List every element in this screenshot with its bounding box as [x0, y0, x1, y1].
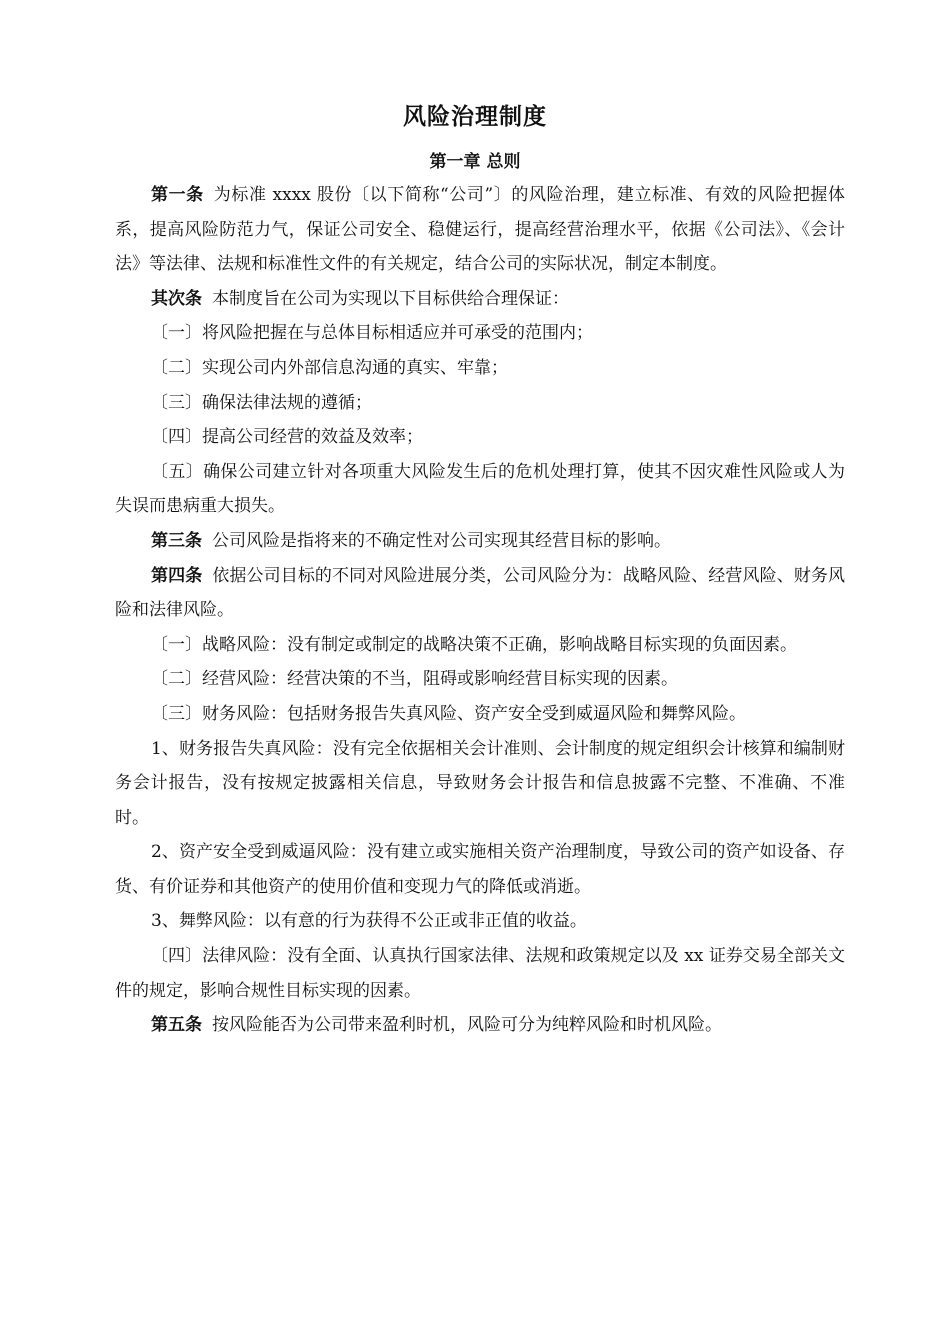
list-item-paragraph	[115, 455, 845, 524]
article-5-paragraph	[115, 1008, 845, 1043]
article-4-paragraph	[115, 559, 845, 628]
chapter-heading: 第一章 总则	[429, 152, 521, 172]
paragraph-text: 〔二〕经营风险：经营决策的不当，阻碍或影响经营目标实现的因素。	[151, 669, 678, 690]
list-item-paragraph	[115, 628, 845, 663]
article-3-paragraph	[115, 524, 845, 559]
article-1-paragraph	[115, 178, 845, 282]
list-item-paragraph	[115, 351, 845, 386]
paragraph-text: 1、财务报告失真风险：没有完全依据相关会计准则、会计制度的规定组织会计核算和编制财务会计报告，没有按规定披露相关信息，导致财务会计报告和信息披露不完整、不准确、不准时。	[115, 738, 845, 828]
list-item-paragraph	[115, 939, 845, 1008]
document-body	[115, 178, 845, 1043]
article-label: 第一条	[151, 185, 204, 205]
paragraph-text: 〔二〕实现公司内外部信息沟通的真实、牢靠；	[151, 357, 508, 378]
list-item-paragraph	[115, 420, 845, 455]
article-label: 第四条	[151, 565, 203, 586]
paragraph-text: 公司风险是指将来的不确定性对公司实现其经营目标的影响。	[212, 530, 671, 551]
list-item-paragraph	[115, 697, 845, 732]
paragraph-text: 〔四〕法律风险：没有全面、认真执行国家法律、法规和政策规定以及 xx 证券交易全部关文件的规定，影响合规性目标实现的因素。	[115, 946, 845, 1001]
paragraph-text: 〔四〕提高公司经营的效益及效率；	[151, 427, 423, 448]
paragraph-text: 〔一〕战略风险：没有制定或制定的战略决策不正确，影响战略目标实现的负面因素。	[151, 634, 797, 655]
paragraph-text: 为标准 xxxx 股份〔以下简称“公司”〕的风险治理，建立标准、有效的风险把握体系，提高风险防范力气，保证公司安全、稳健运行，提高经营治理水平，依据《公司法》、《会计法》等法律、法规和标准性文件的有关规定，结合公司的实际状况，制定本制度。	[115, 185, 845, 275]
paragraph-text: 2、资产安全受到威逼风险：没有建立或实施相关资产治理制度，导致公司的资产如设备、存货、有价证券和其他资产的使用价值和变现力气的降低或消逝。	[115, 842, 845, 897]
list-item-paragraph	[115, 316, 845, 351]
sub-item-paragraph	[115, 904, 845, 939]
sub-item-paragraph	[115, 732, 845, 836]
document-title: 风险治理制度	[403, 104, 547, 130]
paragraph-text: 3、舞弊风险：以有意的行为获得不公正或非正值的收益。	[151, 911, 587, 932]
paragraph-text: 〔三〕财务风险：包括财务报告失真风险、资产安全受到威逼风险和舞弊风险。	[151, 703, 746, 724]
paragraph-text: 按风险能否为公司带来盈利时机，风险可分为纯粹风险和时机风险。	[212, 1015, 722, 1036]
sub-item-paragraph	[115, 835, 845, 904]
paragraph-text: 〔五〕确保公司建立针对各项重大风险发生后的危机处理打算，使其不因灾难性风险或人为失误而患病重大损失。	[115, 461, 845, 517]
list-item-paragraph	[115, 662, 845, 697]
list-item-paragraph	[115, 386, 845, 421]
paragraph-text: 〔一〕将风险把握在与总体目标相适应并可承受的范围内；	[151, 323, 593, 344]
article-2-paragraph	[115, 282, 845, 317]
article-label: 第三条	[151, 530, 202, 551]
article-label: 第五条	[151, 1015, 202, 1036]
article-label: 其次条	[151, 288, 202, 309]
paragraph-text: 〔三〕确保法律法规的遵循；	[151, 392, 372, 413]
paragraph-text: 依据公司目标的不同对风险进展分类，公司风险分为：战略风险、经营风险、财务风险和法律风险。	[115, 565, 846, 621]
paragraph-text: 本制度旨在公司为实现以下目标供给合理保证：	[212, 288, 569, 309]
